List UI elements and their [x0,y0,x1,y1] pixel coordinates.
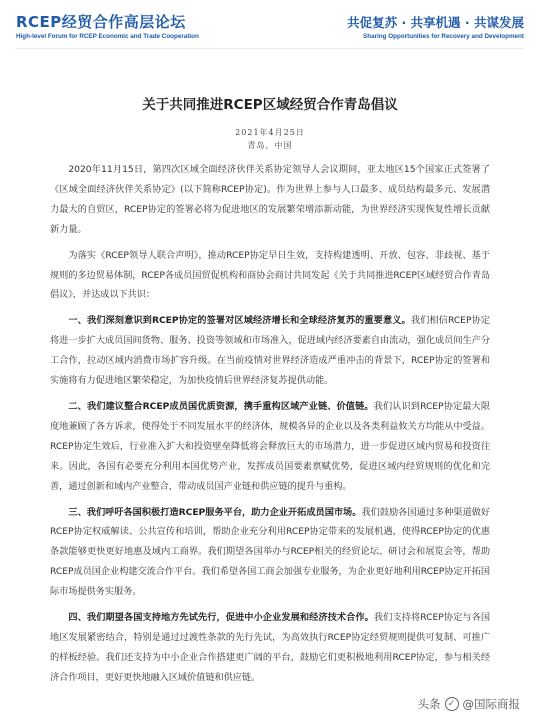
header-divider [16,48,524,49]
toutiao-icon: ✓ [445,697,459,711]
paragraph-lead: 三、我们呼吁各国积极打造RCEP服务平台，助力企业开拓成员国市场。 [68,506,362,518]
paragraph [50,311,490,391]
source-watermark [418,693,521,715]
document-date: 2021年4月25日 [235,128,305,137]
document-title: 关于共同推进RCEP区域经贸合作青岛倡议 [142,97,398,113]
paragraph-text: 我们相信RCEP协定将进一步扩大成员国间货物、服务、投资等领域和市场准入，促进域内经济要素自由流动，强化成员间生产分工合作，拉动区域内消费市场扩容升级。在当前疫情对世界经济造成严重冲击的背景下，RCEP协定的签署和实施将有力促进地区繁荣稳定，为加快疫情后世界经济复苏提供动能。 [50,315,490,387]
paragraph [50,608,490,688]
paragraph-text: 我们支持将RCEP协定与各国地区发展紧密结合，特别是通过过渡性条款的先行先试，为高效执行RCEP协定经贸规则提供可复制、可推广的样板经验。我们还支持为中小企业合作搭建更广阔的平台，鼓励它们更积极地利用RCEP协定，参与相关经济合作项目，更好更快地融入区域价值链和供应链。 [50,612,490,683]
paragraph-text: 为落实《RCEP领导人联合声明》，推动RCEP协定早日生效，支持构建透明、开放、包容、非歧视、基于规则的多边贸易体制，RCEP各成员国贸促机构和商协会商讨共同发起《关于共同推进RCEP区域经贸合作青岛倡议》，并达成以下共识： [50,249,490,301]
document-body [50,160,490,694]
paragraph-text: 2020年11月15日，第四次区域全面经济伙伴关系协定领导人会议期间，亚太地区15个国家正式签署了《区域全面经济伙伴关系协定》(以下简称RCEP协定)。作为世界上参与人口最多、成员结构最多元、发展潜力最大的自贸区，RCEP协定的签署必将为促进地区的发展繁荣增添新动能，为世界经济实现恢复性增长贡献新力量。 [50,164,490,235]
paragraph [50,160,490,240]
paragraph [50,397,490,497]
paragraph [50,246,490,306]
forum-slogan: 共促复苏 · 共享机遇 · 共谋发展 [347,15,524,30]
paragraph-lead: 一、我们深刻意识到RCEP协定的签署对区域经济增长和全球经济复苏的重要意义。 [68,315,411,327]
page-header [0,0,540,60]
account-label: @国际商报 [462,697,520,711]
document-place: 青岛，中国 [247,141,293,150]
platform-label: 头条 [417,697,441,711]
forum-subtitle-en: High-level Forum for RCEP Economic and Trade Cooperation [16,33,199,40]
paragraph-lead: 四、我们期望各国支持地方先试先行，促进中小企业发展和经济技术合作。 [68,612,374,624]
paragraph-lead: 二、我们建议整合RCEP成员国优质资源，携手重构区域产业链、价值链。 [68,400,374,412]
paragraph [50,503,490,603]
paragraph-text: 我们鼓励各国通过多种渠道做好RCEP协定权威解读、公共宣传和培训，帮助企业充分利用RCEP协定带来的发展机遇，使得RCEP协定的优惠条款能够更快更好地惠及域内工商界。我们期望各国举办与RCEP相关的经贸论坛、研讨会和展览会等，帮助RCEP成员国企业构建交流合作平台。我们希望各国工商会加强专业服务，为企业更好地利用RCEP协定开拓国际市场提供务实服务。 [50,506,490,598]
paragraph-text: 我们认识到RCEP协定最大限度地兼顾了各方诉求，使得处于不同发展水平的经济体，规模各异的企业以及各类利益攸关方均能从中受益。RCEP协定生效后，行业准入扩大和投资壁垒降低将会释放巨大的市场潜力，进一步促进区域内贸易和投资往来。因此，各国有必要充分利用本国优势产业，发挥成员国要素禀赋优势，促进区域内经贸规则的优化和完善，通过创新和域内产业整合，带动成员国产业链和供应链的提升与重构。 [50,400,490,492]
forum-slogan-en: Sharing Opportunities for Recovery and Development [363,33,524,40]
forum-title: RCEP经贸合作高层论坛 [16,13,186,31]
